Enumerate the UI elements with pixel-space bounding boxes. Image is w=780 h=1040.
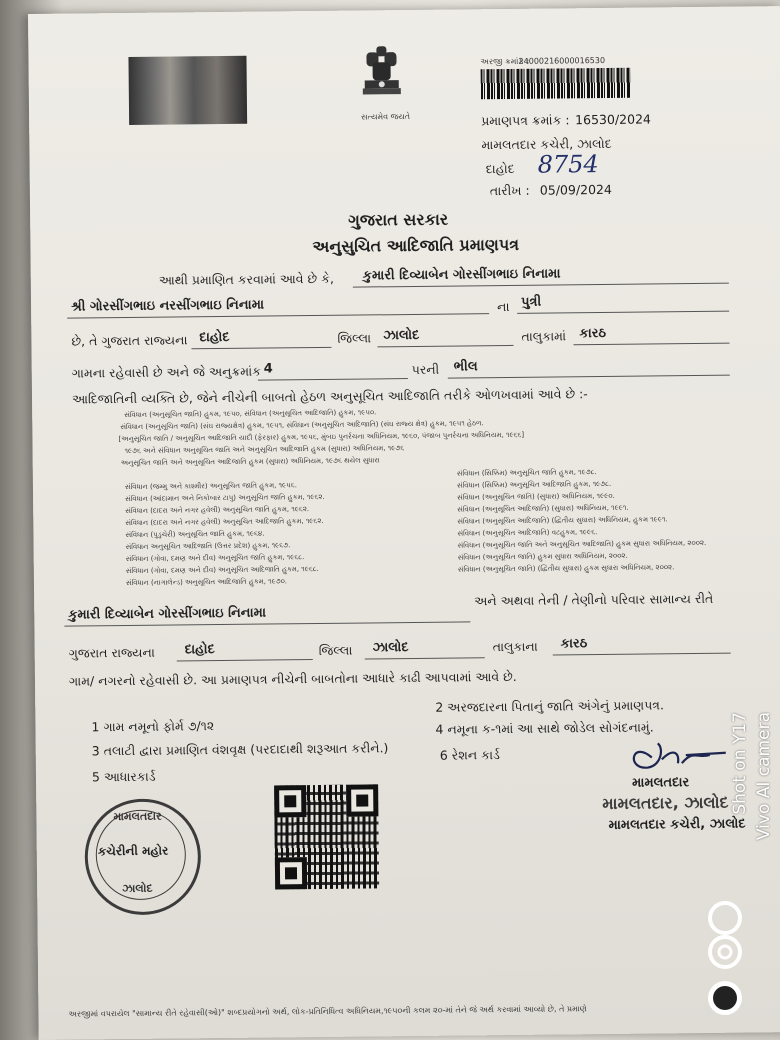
seal-bottom-text: ઝાલોદ [122, 881, 153, 896]
applicant-name: કુમારી દિવ્યાબેન ગોરસીંગભાઇ નિનામા [362, 266, 561, 284]
second-district-label: જિલ્લા [318, 642, 353, 658]
father-name: શ્રી ગોરસીંગભાઇ નરસીંગભાઇ નિનામા [70, 297, 265, 315]
barcode [481, 68, 631, 100]
document-item: 1 ગામ નમૂનો ફોર્મ ૭/૧૨ [91, 718, 215, 735]
order-right-item: સંવિધાન (સિક્કિમ) અનુસૂચિત આદિજાતિ હુકમ, ૧૯૭૮. [456, 479, 612, 490]
district-underline [192, 347, 332, 349]
camera-watermark-line2: Vivo AI camera [754, 712, 774, 841]
application-number-label: અરજી ક્રમાંક : [480, 56, 530, 67]
seal-middle-text: કચેરીની મહોર [97, 843, 169, 859]
order-right-item: સંવિધાન (અનુસૂચિત જાતિ) હુકમ સુધારા અધિનિયમ, ૨૦૦૨. [457, 551, 628, 562]
office-seal [84, 798, 201, 915]
state-label: ગુજરાત રાજ્યના [68, 644, 155, 661]
qr-code [274, 784, 379, 889]
basis-text: ગામ/ નગરનો રહેવાસી છે. આ પ્રમાણપત્ર નીચેની બાબતોના આધારે કાઢી આપવામાં આવે છે. [68, 668, 517, 689]
relation-value: પુત્રી [520, 294, 542, 310]
order-line: ૧૯૭૬ અને સંવિધાન અનુસૂચિત જાતિ અને અનુસૂચિત આદિજાતિ હુકમ (સુધારા) અધિનિયમ, ૧૯૭૬ [124, 444, 405, 456]
certify-text: આથી પ્રમાણિત કરવામાં આવે છે કે, [158, 270, 334, 288]
tribe-underline [448, 375, 730, 379]
date-value: 05/09/2024 [539, 181, 612, 198]
second-district-value: દાહોદ [184, 642, 215, 658]
second-village-value: કારઠ [560, 636, 588, 652]
taluka-underline [377, 345, 513, 347]
certificate-title: અનુસુચિત આદિજાતિ પ્રમાણપત્ર [312, 234, 520, 257]
second-district-underline [177, 659, 313, 661]
second-taluka-underline [365, 657, 485, 659]
order-right-item: સંવિધાન (અનુસૂચિત આદિજાતિ) (દ્વિતીય સુધારા) અધિનિયમ, હુકમ ૧૯૯૧. [457, 515, 668, 526]
order-left-item: સંવિધાન (આંદામાન અને નિકોબાર ટાપુ) અનુસૂચિત જાતિ હુકમ, ૧૯૬૨. [125, 492, 325, 504]
tribe-value: ભીલ [453, 359, 478, 375]
district-value: દાહોદ [199, 329, 230, 346]
order-right-item: સંવિધાન (અનુસૂચિત આદિજાતિ) વટહુકમ, ૧૯૯૬. [457, 528, 598, 538]
order-line: સંવિધાન (અનુસૂચિત જાતિ) (સંઘ રાજ્યક્ષેત્ર) હુકમ, ૧૯૫૧, સંવિધાન (અનુસૂચિત આદિજાતિ) (સંઘ રાજ્ય ક્ષેત્ર) હુકમ, ૧૯૫૧ હેઠળ. [120, 419, 484, 432]
order-right-item: સંવિધાન (સિક્કિમ) અનુસૂચિત જાતિ હુકમ, ૧૯૭૮. [456, 468, 597, 478]
order-line: [અનુસૂચિત જાતિ / અનુસૂચિત આદિજાતિ યાદી (ફેરફાર) હુકમ, ૧૯૫૬, મુંબઇ પુનર્રચના અધિનિયમ, ૧૯૬૦, પંજાબ પુનર્રચના અધિનિયમ, ૧૯૬૬] [118, 430, 525, 444]
recognition-text: આદિજાતિની વ્યક્તિ છે, જેને નીચેની બાબતો હેઠળ અનુસૂચિત આદિજાતિ તરીકે ઓળખવામાં આવે છે :- [71, 386, 588, 407]
second-taluka-value: ઝાલોદ [372, 640, 409, 656]
seal-top-text: મામલતદાર [113, 809, 162, 824]
district-label: જિલ્લા [337, 330, 372, 346]
certificate-sheet [28, 6, 780, 1040]
order-left-item: સંવિધાન (દાદરા અને નગર હવેલી) અનુસૂચિત આદિજાતિ હુકમ, ૧૯૬૨. [125, 516, 324, 528]
document-item: 6 રેશન કાર્ડ [439, 747, 500, 763]
family-text: અને અથવા તેની / તેણીનો પરિવાર સામાન્ય રીતે [474, 590, 714, 609]
serial-value: 4 [263, 361, 273, 377]
document-item: 5 આધારકાર્ડ [91, 768, 156, 785]
signature-icon [622, 729, 732, 776]
second-taluka-label: તાલુકાના [492, 638, 538, 655]
office-line: મામલતદાર કચેરી, ઝાલોદ [481, 135, 612, 153]
applicant-photo [128, 56, 247, 125]
order-left-item: સંવિધાન (ગોવા, દમણ અને દીવ) અનુસૂચિત જાતિ હુકમ, ૧૯૬૮. [125, 553, 305, 564]
order-line: સંવિધાન (અનુસૂચિત જાતિ) હુકમ, ૧૯૫૦, સંવિધાન (અનુસૂચિત આદિજાતિ) હુકમ, ૧૯૫૦. [124, 408, 377, 420]
mamlatdar-stamp-text: મામલતદાર, ઝાલોદ [602, 792, 729, 814]
date-label: તારીખ : [489, 182, 530, 199]
order-right-item: સંવિધાન (અનુસૂચિત આદિજાતિ) (સુધારા) અધિનિયમ, ૧૯૯૧. [457, 503, 629, 514]
resident-prefix: છે, તે ગુજરાત રાજ્યના [71, 332, 188, 349]
signature-office: મામલતદાર કચેરી, ઝાલોદ [608, 816, 746, 833]
vivo-logo-icon [704, 898, 746, 1018]
designation: મામલતદાર [632, 775, 690, 791]
second-name-underline [64, 621, 470, 626]
father-underline [67, 313, 489, 318]
name-underline [353, 283, 729, 288]
taluka-label: તાલુકામાં [521, 328, 567, 344]
order-right-item: સંવિધાન (અનુસૂચિત જાતિ) (સુધારા) અધિનિયમ, ૧૯૯૦. [457, 491, 615, 502]
taluka-value: ઝાલોદ [383, 327, 420, 344]
tribe-label: પરની [411, 361, 440, 378]
certificate-number-label: પ્રમાણપત્ર ક્રમાંક : [481, 112, 570, 129]
certificate-number: 16530/2024 [575, 111, 652, 128]
order-left-item: સંવિધાન (દાદરા અને નગર હવેલી) અનુસૂચિત જાતિ હુકમ, ૧૯૬૨. [125, 505, 310, 516]
order-left-item: સંવિધાન (નાગાલેન્ડ) અનુસૂચિત આદિજાતિ હુકમ, ૧૯૭૦. [125, 577, 288, 588]
village-underline [573, 343, 729, 346]
emblem-motto: સત્યમેવ જયતે [361, 112, 411, 122]
order-left-item: સંવિધાન (ગોવા, દમણ અને દીવ) અનુસૂચિત આદિજાતિ હુકમ, ૧૯૬૮. [125, 564, 319, 576]
government-title: ગુજરાત સરકાર [348, 209, 449, 230]
village-resident-text: ગામના રહેવાસી છે અને જે અનુક્રમાંક [71, 363, 262, 381]
document-item: 2 અરજદારના પિતાનું જાતિ અંગેનું પ્રમાણપત્ર. [435, 697, 665, 715]
order-line: અનુસૂચિત જાતિ અને અનુસૂચિત આદિજાતિ હુકમ (સુધારા) અધિનિયમ, ૧૯૭૬ થયેલ સુધારા [120, 456, 380, 468]
order-left-item: સંવિધાન (પુડુચેરી) અનુસૂચિત જાતિ હુકમ, ૧૯૬૪. [125, 529, 265, 540]
serial-underline [258, 378, 408, 381]
relation-underline [517, 311, 729, 314]
village-value: કારઠ [579, 325, 607, 342]
application-number: 24000216000016530 [518, 55, 606, 66]
na-label: ના [497, 298, 510, 315]
document-item: 4 નમૂના ક-૧માં આ સાથે જોડેલ સોગંદનામું. [435, 719, 654, 737]
national-emblem-icon [354, 42, 409, 115]
order-right-item: સંવિધાન (અનુસૂચિત જાતિ) (દ્વિતીય સુધારા) હુકમ સુધારા અધિનિયમ, ૨૦૦૨. [457, 563, 675, 574]
order-right-item: સંવિધાન (અનુસૂચિત જાતિ અને અનુસૂચિત આદિજાતિ) હુકમ સુધારા અધિનિયમ, ૨૦૦૨. [457, 538, 707, 550]
order-left-item: સંવિધાન (જમ્મુ અને કાશ્મીર) અનુસૂચિત જાતિ હુકમ, ૧૯૫૬. [124, 481, 297, 492]
dahod-label: દાહોદ [485, 160, 515, 177]
camera-watermark-line1: Shot on Y17 [730, 712, 750, 815]
second-para-name: કુમારી દિવ્યાબેન ગોરસીંગભાઇ નિનામા [68, 605, 267, 623]
footer-note: અરજીમાં વપરાયેલ "સામાન્ય રીતે રહેવાસી(ઓ)" શબ્દપ્રયોગનો અર્થ, લોક-પ્રતિનિધિત્વ અધિનિયમ,૧૯૫૦ની કલમ ૨૦-માં તેને જે અર્થ કરવામાં આવ્યો છે, તે પ્રમાણે [68, 1004, 587, 1019]
document-item: 3 તલાટી દ્વારા પ્રમાણિત વંશવૃક્ષ (પરદાદાથી શરૂઆત કરીને.) [91, 740, 389, 759]
second-village-underline [553, 653, 731, 656]
handwritten-number: 8754 [537, 150, 599, 179]
order-left-item: સંવિધાન અનુસૂચિત આદિજાતિ (ઉત્તર પ્રદેશ) હુકમ, ૧૯૬૭. [125, 541, 291, 552]
